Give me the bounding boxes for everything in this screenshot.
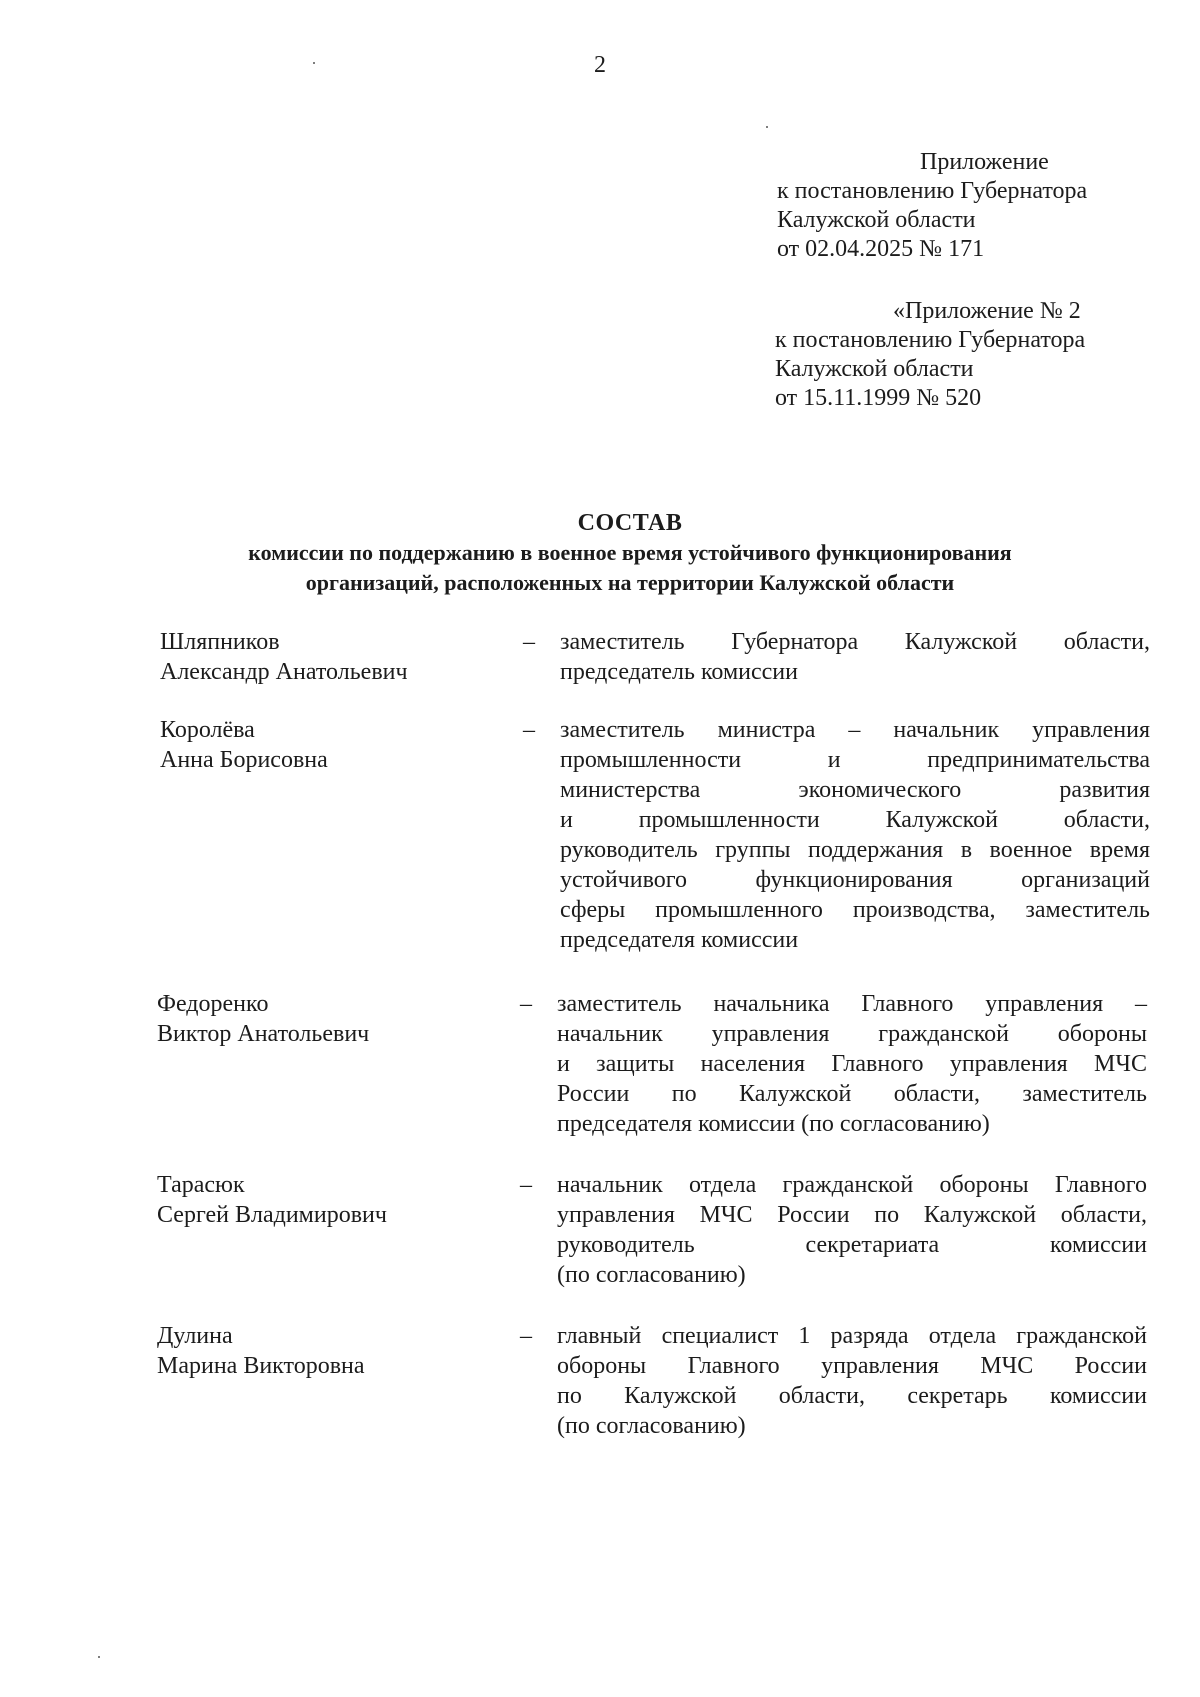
- appendix-original-line2: к постановлению Губернатора: [775, 327, 1086, 353]
- member-role-word: Калужской: [885, 807, 998, 833]
- member-role-word: Калужской: [739, 1081, 852, 1107]
- member-role: [557, 1170, 1147, 1290]
- member-role-word: населения: [700, 1051, 806, 1077]
- member-given-names: Сергей Владимирович: [157, 1202, 387, 1228]
- member-role-word: председателя комиссии (по согласованию): [557, 1111, 990, 1137]
- member-role-word: заместитель: [560, 629, 685, 655]
- member-role-word: комиссии: [1049, 1232, 1147, 1258]
- member-role-word: министерства: [560, 777, 701, 803]
- member-role-word: обороны: [1057, 1021, 1147, 1047]
- member-role-word: начальника: [713, 991, 830, 1017]
- member-role-word: заместитель: [1025, 897, 1150, 923]
- member-name: [160, 715, 500, 775]
- member-role-word: заместитель: [1022, 1081, 1147, 1107]
- document-title: [200, 508, 1060, 598]
- member-role-word: области,: [778, 1383, 866, 1409]
- member-role-line: [557, 1411, 1147, 1441]
- member-surname: Королёва: [160, 717, 255, 743]
- member-role-word: –: [1134, 991, 1147, 1017]
- member-role-word: и: [557, 1051, 570, 1077]
- member-role-word: развития: [1059, 777, 1150, 803]
- member-role-word: Калужской: [904, 629, 1018, 655]
- member-role-word: сферы: [560, 897, 626, 923]
- appendix-original-line4: от 15.11.1999 № 520: [775, 385, 982, 411]
- member-role-word: области,: [1063, 807, 1150, 833]
- member-role: [560, 715, 1150, 955]
- member-role-line: [560, 775, 1150, 805]
- member-role-word: 1: [798, 1323, 811, 1349]
- member-role-word: предпринимательства: [927, 747, 1150, 773]
- member-role-word: секретарь: [907, 1383, 1008, 1409]
- member-role-word: гражданской: [1016, 1323, 1147, 1349]
- member-role-word: Главного: [861, 991, 954, 1017]
- member-name: [157, 1170, 497, 1230]
- member-role-word: начальник: [557, 1172, 663, 1198]
- member-dash: –: [523, 717, 535, 743]
- appendix-current-title: Приложение: [920, 149, 1049, 175]
- member-role-line: [560, 745, 1150, 775]
- member-name: [157, 1321, 497, 1381]
- member-role-word: группы: [715, 837, 791, 863]
- member-role-word: управления: [985, 991, 1104, 1017]
- member-surname: Шляпников: [160, 629, 280, 655]
- member-role-word: Главного: [831, 1051, 924, 1077]
- member-given-names: Анна Борисовна: [160, 747, 328, 773]
- member-role-word: министра: [717, 717, 816, 743]
- member-role-word: поддержания: [808, 837, 944, 863]
- member-role-line: [560, 627, 1150, 657]
- member-role-word: военное: [989, 837, 1073, 863]
- member-role-word: время: [1089, 837, 1150, 863]
- appendix-original-block: [775, 297, 1085, 413]
- member-role-word: секретариата: [805, 1232, 940, 1258]
- scan-speck: [766, 126, 768, 128]
- appendix-current-block: [777, 148, 1087, 264]
- member-role-word: председателя комиссии: [560, 927, 799, 953]
- member-role-word: организаций: [1021, 867, 1150, 893]
- member-role-word: заместитель: [560, 717, 685, 743]
- member-role-line: [557, 989, 1147, 1019]
- member-role-word: МЧС: [980, 1353, 1034, 1379]
- member-role-line: [557, 1321, 1147, 1351]
- member-role-word: (по согласованию): [557, 1413, 746, 1439]
- member-role-word: Главного: [1054, 1172, 1147, 1198]
- member-role-word: управления: [821, 1353, 939, 1379]
- member-role-word: и: [560, 807, 573, 833]
- member-role-line: [557, 1049, 1147, 1079]
- member-role-line: [557, 1019, 1147, 1049]
- member-role-word: России: [557, 1081, 630, 1107]
- member-role-word: Калужской: [624, 1383, 737, 1409]
- appendix-current-line3: Калужской области: [777, 207, 976, 233]
- member-role-word: производства,: [852, 897, 996, 923]
- member-role-word: МЧС: [1094, 1051, 1147, 1077]
- member-name: [160, 627, 500, 687]
- member-role-word: комиссии: [1049, 1383, 1147, 1409]
- member-role-word: по: [874, 1202, 900, 1228]
- member-role-line: [560, 657, 1150, 687]
- member-role-word: промышленности: [638, 807, 820, 833]
- appendix-original-line3: Калужской области: [775, 356, 974, 382]
- member-role-word: председатель комиссии: [560, 659, 798, 685]
- member-role-word: начальник: [893, 717, 1000, 743]
- member-surname: Федоренко: [157, 991, 269, 1017]
- title-main: СОСТАВ: [577, 510, 683, 536]
- member-role-word: по: [671, 1081, 697, 1107]
- member-role-word: промышленного: [655, 897, 823, 923]
- scan-speck: [313, 62, 315, 64]
- member-dash: –: [520, 991, 532, 1017]
- member-role-word: управления: [711, 1021, 830, 1047]
- appendix-current-line4: от 02.04.2025 № 171: [777, 236, 985, 262]
- member-role-word: гражданской: [878, 1021, 1009, 1047]
- scan-speck: [98, 1656, 100, 1658]
- member-role: [560, 627, 1150, 687]
- member-role-word: промышленности: [560, 747, 742, 773]
- member-role-word: главный: [557, 1323, 642, 1349]
- member-role-word: управления: [949, 1051, 1068, 1077]
- member-surname: Дулина: [157, 1323, 233, 1349]
- member-name: [157, 989, 497, 1049]
- member-role-word: начальник: [557, 1021, 663, 1047]
- member-dash: –: [523, 629, 535, 655]
- member-role: [557, 989, 1147, 1139]
- member-dash: –: [520, 1323, 532, 1349]
- member-role-word: управления: [557, 1202, 675, 1228]
- member-role-line: [560, 715, 1150, 745]
- member-role-line: [560, 895, 1150, 925]
- member-role-word: Губернатора: [731, 629, 859, 655]
- member-role-line: [557, 1381, 1147, 1411]
- member-role-word: по: [557, 1383, 582, 1409]
- member-role-word: Калужской: [923, 1202, 1037, 1228]
- member-role-word: России: [777, 1202, 850, 1228]
- member-role-word: отдела: [928, 1323, 997, 1349]
- member-role-line: [557, 1109, 1147, 1139]
- member-role-word: обороны: [939, 1172, 1029, 1198]
- member-role-line: [560, 835, 1150, 865]
- member-role-word: и: [827, 747, 841, 773]
- member-role-line: [557, 1079, 1147, 1109]
- member-role-word: гражданской: [782, 1172, 914, 1198]
- member-role-line: [557, 1260, 1147, 1290]
- member-role-word: Главного: [687, 1353, 780, 1379]
- member-role-word: России: [1074, 1353, 1147, 1379]
- title-sub-line2: организаций, расположенных на территории Калужской области: [305, 570, 955, 595]
- member-role-word: отдела: [688, 1172, 757, 1198]
- member-role-word: защиты: [596, 1051, 675, 1077]
- member-role-word: заместитель: [557, 991, 682, 1017]
- page-number: 2: [594, 52, 606, 78]
- member-role-line: [557, 1351, 1147, 1381]
- member-role-word: устойчивого: [560, 867, 687, 893]
- member-role-word: руководитель: [557, 1232, 695, 1258]
- appendix-current-line2: к постановлению Губернатора: [777, 178, 1088, 204]
- member-role-word: разряда: [830, 1323, 909, 1349]
- member-dash: –: [520, 1172, 532, 1198]
- member-role-word: руководитель: [560, 837, 698, 863]
- member-role-line: [560, 925, 1150, 955]
- member-role-word: управления: [1032, 717, 1150, 743]
- member-role-word: в: [960, 837, 973, 863]
- member-role-line: [557, 1170, 1147, 1200]
- member-role-word: специалист: [661, 1323, 779, 1349]
- member-role-word: экономического: [798, 777, 962, 803]
- member-role-line: [560, 865, 1150, 895]
- member-role-word: области,: [1063, 629, 1150, 655]
- appendix-original-title: «Приложение № 2: [893, 298, 1081, 324]
- member-role-word: обороны: [557, 1353, 647, 1379]
- member-given-names: Александр Анатольевич: [160, 659, 408, 685]
- member-role-line: [557, 1200, 1147, 1230]
- member-surname: Тарасюк: [157, 1172, 245, 1198]
- member-role-word: МЧС: [699, 1202, 753, 1228]
- title-sub-line1: комиссии по поддержанию в военное время устойчивого функционирования: [248, 540, 1012, 565]
- member-role-word: функционирования: [755, 867, 953, 893]
- member-role-word: области,: [893, 1081, 980, 1107]
- member-role-word: (по согласованию): [557, 1262, 746, 1288]
- member-role-word: –: [848, 717, 861, 743]
- member-given-names: Виктор Анатольевич: [157, 1021, 370, 1047]
- member-role: [557, 1321, 1147, 1441]
- member-role-word: области,: [1060, 1202, 1147, 1228]
- member-given-names: Марина Викторовна: [157, 1353, 365, 1379]
- member-role-line: [557, 1230, 1147, 1260]
- member-role-line: [560, 805, 1150, 835]
